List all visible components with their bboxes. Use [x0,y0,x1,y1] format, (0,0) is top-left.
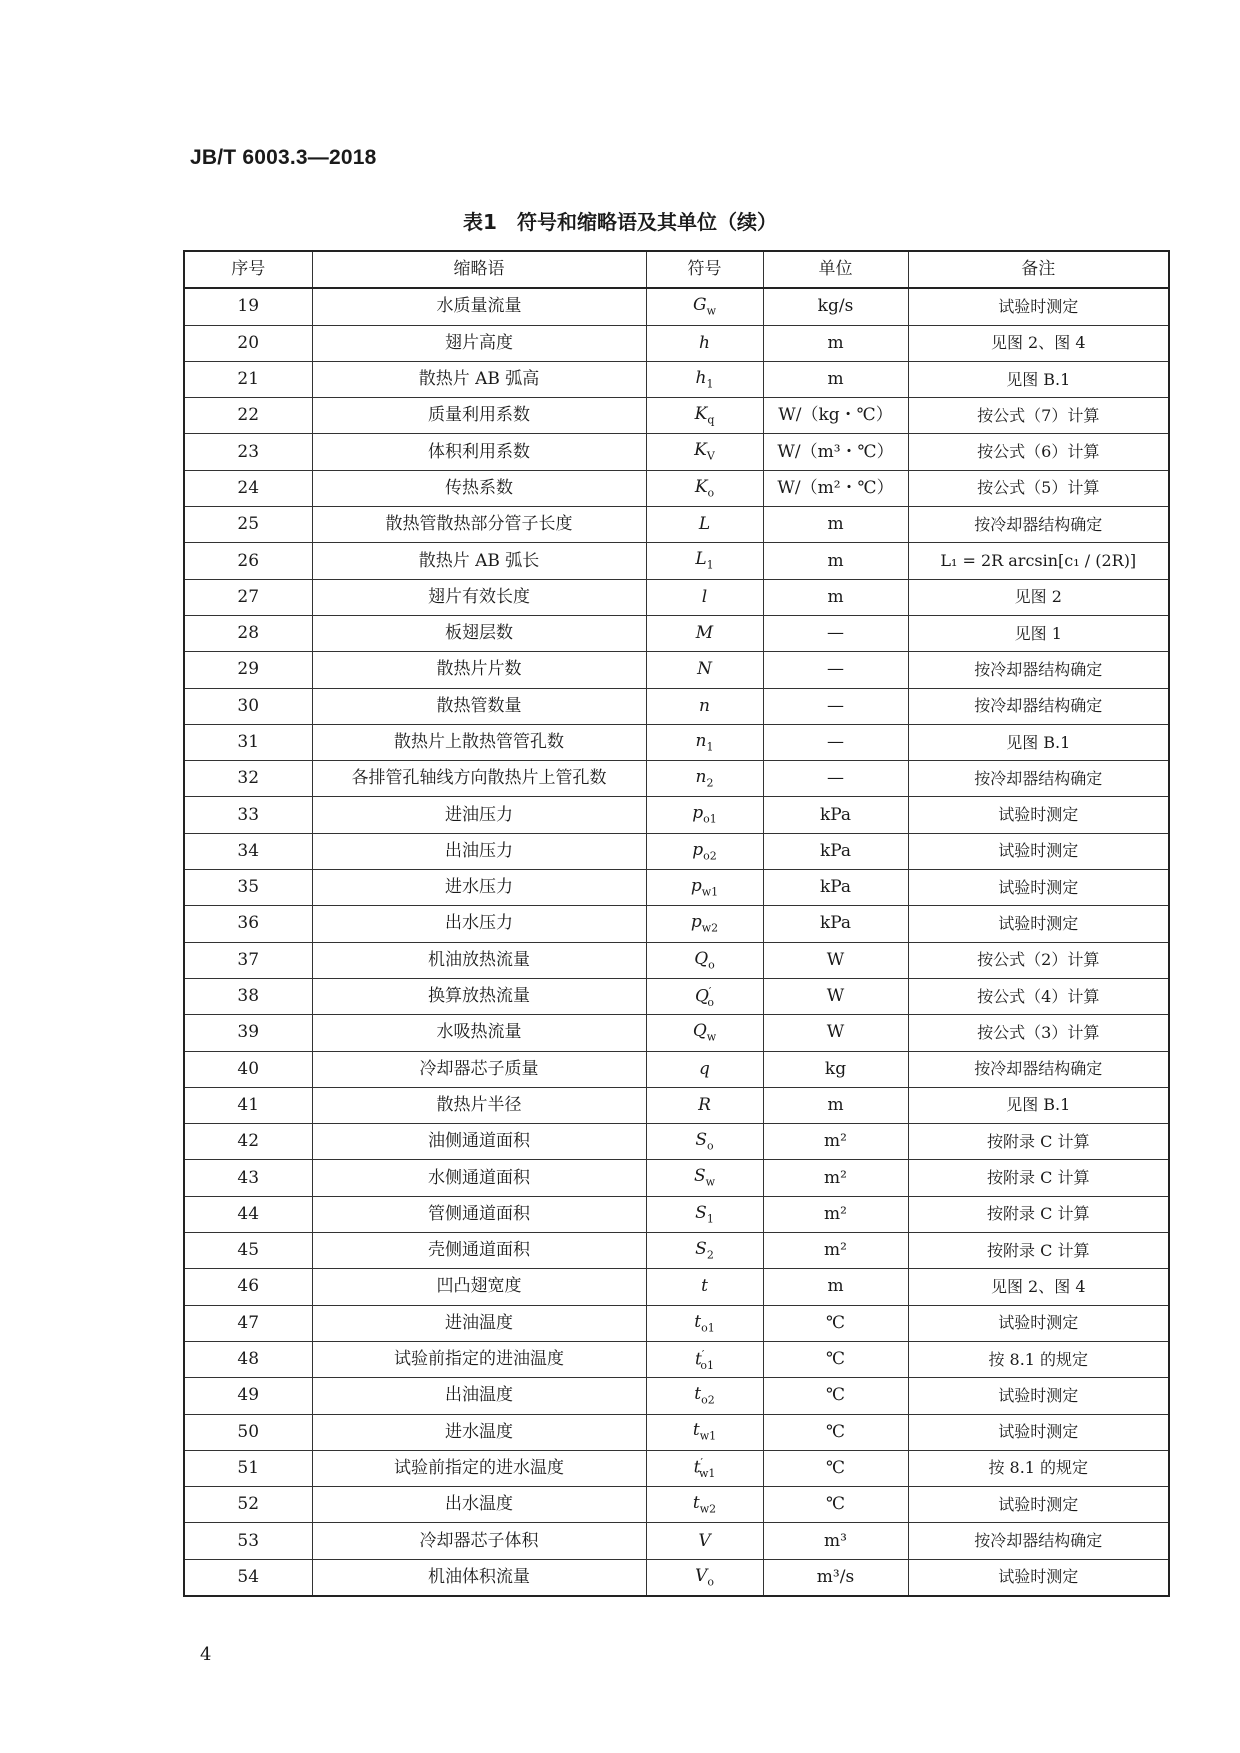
symbol-cell [646,1341,763,1377]
abbreviation-cell: 出油温度 [312,1378,646,1414]
row-number-cell: 38 [184,978,312,1014]
unit-cell: m [763,1269,908,1305]
abbreviation-cell: 出油压力 [312,833,646,869]
page-number: 4 [200,1644,212,1665]
symbol-cell [646,615,763,651]
symbol-subscript: o [708,957,715,971]
unit-cell: W [763,978,908,1014]
unit-cell: ℃ [763,1305,908,1341]
table-row [184,1015,1169,1051]
row-number-cell: 40 [184,1051,312,1087]
remark-cell: 按公式（7）计算 [908,398,1169,434]
abbreviation-cell: 翅片高度 [312,325,646,361]
symbol-base: t [694,1311,702,1332]
symbol-cell [646,688,763,724]
symbol-base: p [692,839,704,860]
table-row [184,361,1169,397]
symbol-base: R [698,1094,711,1115]
table-header-row [184,251,1169,288]
symbol-cell [646,398,763,434]
symbol-subscript: w [705,1175,716,1189]
abbreviation-cell: 水质量流量 [312,288,646,325]
symbol-cell [646,361,763,397]
table-row [184,1269,1169,1305]
symbol-subscript: o1 [703,812,717,826]
row-number-cell: 36 [184,906,312,942]
remark-cell: L₁ = 2R arcsin[c₁ / (2R)] [908,543,1169,579]
symbol-base: N [697,659,712,680]
unit-cell: m [763,361,908,397]
symbol-cell [646,1087,763,1123]
row-number-cell: 31 [184,724,312,760]
unit-cell: kPa [763,870,908,906]
table-row [184,724,1169,760]
table-row [184,688,1169,724]
unit-cell: kg [763,1051,908,1087]
remark-cell: 按公式（2）计算 [908,942,1169,978]
unit-cell: ℃ [763,1378,908,1414]
symbol-subscript: 2 [706,776,714,790]
row-number-cell: 46 [184,1269,312,1305]
symbol-subscript: o [707,486,715,500]
symbol-base: t [701,1276,708,1297]
symbol-base: Q [694,986,709,1007]
table-row [184,1523,1169,1559]
table-body [184,288,1169,1596]
row-number-cell: 28 [184,615,312,651]
table-row [184,1487,1169,1523]
unit-cell: — [763,688,908,724]
table-row [184,942,1169,978]
row-number-cell: 47 [184,1305,312,1341]
symbol-cell [646,1269,763,1305]
symbol-cell [646,1414,763,1450]
symbol-base: t [695,1349,702,1370]
remark-cell: 试验时测定 [908,1305,1169,1341]
symbol-cell [646,1305,763,1341]
abbreviation-cell: 传热系数 [312,470,646,506]
symbol-cell [646,652,763,688]
symbol-base: S [695,1130,708,1151]
abbreviation-cell: 凹凸翅宽度 [312,1269,646,1305]
symbol-subscript: q [707,413,715,427]
remark-cell: 见图 2、图 4 [908,325,1169,361]
symbol-subscript: 1 [706,1212,714,1226]
remark-cell: 按附录 C 计算 [908,1124,1169,1160]
table-row [184,1450,1169,1486]
row-number-cell: 27 [184,579,312,615]
abbreviation-cell: 试验前指定的进油温度 [312,1341,646,1377]
unit-cell: m² [763,1233,908,1269]
remark-cell: 按公式（6）计算 [908,434,1169,470]
symbol-base: t [692,1493,700,1514]
unit-cell: m [763,325,908,361]
remark-cell: 按附录 C 计算 [908,1233,1169,1269]
symbol-cell [646,1523,763,1559]
symbol-base: p [692,803,704,824]
row-number-cell: 51 [184,1450,312,1486]
symbol-subscript: w1 [698,1467,716,1481]
remark-cell: 试验时测定 [908,906,1169,942]
symbol-base: n [695,767,707,788]
remark-cell: 按冷却器结构确定 [908,761,1169,797]
symbol-cell [646,288,763,325]
table-row [184,398,1169,434]
unit-cell: m [763,507,908,543]
unit-cell: W/（m³・℃） [763,434,908,470]
abbreviation-cell: 进油温度 [312,1305,646,1341]
unit-cell: ℃ [763,1414,908,1450]
row-number-cell: 37 [184,942,312,978]
row-number-cell: 23 [184,434,312,470]
unit-cell: ℃ [763,1487,908,1523]
row-number-cell: 53 [184,1523,312,1559]
row-number-cell: 35 [184,870,312,906]
abbreviation-cell: 冷却器芯子体积 [312,1523,646,1559]
abbreviation-cell: 出水压力 [312,906,646,942]
symbol-cell [646,1051,763,1087]
symbol-subscript: o1 [700,1358,714,1372]
column-header-remark: 备注 [908,251,1169,288]
symbol-base: Q [692,1021,707,1042]
symbol-base: K [694,404,708,425]
symbol-cell [646,942,763,978]
unit-cell: ℃ [763,1341,908,1377]
symbol-cell [646,1233,763,1269]
symbol-subscript: w [706,304,716,318]
symbol-prime: ′ [701,1347,705,1361]
abbreviation-cell: 板翅层数 [312,615,646,651]
remark-cell: 见图 B.1 [908,361,1169,397]
symbol-subscript: 1 [706,377,714,391]
remark-cell: 试验时测定 [908,833,1169,869]
remark-cell: 试验时测定 [908,1378,1169,1414]
abbreviation-cell: 散热片 AB 弧长 [312,543,646,579]
abbreviation-cell: 体积利用系数 [312,434,646,470]
symbol-base: t [692,1420,700,1441]
table-row [184,1414,1169,1450]
symbol-cell [646,797,763,833]
symbol-subscript: o2 [703,849,717,863]
symbol-base: n [699,695,710,716]
abbreviation-cell: 散热片片数 [312,652,646,688]
table-row [184,615,1169,651]
row-number-cell: 30 [184,688,312,724]
symbol-cell [646,978,763,1014]
abbreviation-cell: 散热片上散热管管孔数 [312,724,646,760]
symbol-subscript: w1 [699,1429,717,1443]
unit-cell: m² [763,1196,908,1232]
symbol-base: q [699,1058,710,1079]
abbreviation-cell: 管侧通道面积 [312,1196,646,1232]
remark-cell: 见图 2、图 4 [908,1269,1169,1305]
remark-cell: 见图 1 [908,615,1169,651]
unit-cell: — [763,761,908,797]
column-header-symbol: 符号 [646,251,763,288]
table-row [184,1378,1169,1414]
row-number-cell: 41 [184,1087,312,1123]
row-number-cell: 50 [184,1414,312,1450]
symbol-subscript: 1 [706,558,714,572]
column-header-unit: 单位 [763,251,908,288]
symbol-base: K [694,476,708,497]
unit-cell: m [763,579,908,615]
row-number-cell: 33 [184,797,312,833]
symbol-base: S [693,1166,706,1187]
remark-cell: 按 8.1 的规定 [908,1341,1169,1377]
column-header-no: 序号 [184,251,312,288]
unit-cell: m³/s [763,1559,908,1596]
symbol-base: h [699,332,710,353]
table-row [184,1341,1169,1377]
abbreviation-cell: 水吸热流量 [312,1015,646,1051]
abbreviation-cell: 各排管孔轴线方向散热片上管孔数 [312,761,646,797]
remark-cell: 按冷却器结构确定 [908,507,1169,543]
row-number-cell: 54 [184,1559,312,1596]
table-row [184,579,1169,615]
row-number-cell: 19 [184,288,312,325]
table-row [184,543,1169,579]
unit-cell: m [763,1087,908,1123]
unit-cell: — [763,652,908,688]
table-row [184,1559,1169,1596]
table-row [184,288,1169,325]
table-row [184,870,1169,906]
column-header-abbreviation: 缩略语 [312,251,646,288]
abbreviation-cell: 冷却器芯子质量 [312,1051,646,1087]
symbol-subscript: w [706,1030,717,1044]
abbreviation-cell: 翅片有效长度 [312,579,646,615]
symbol-base: G [692,295,707,316]
unit-cell: kPa [763,833,908,869]
remark-cell: 按附录 C 计算 [908,1160,1169,1196]
symbol-subscript: w2 [701,921,719,935]
symbol-subscript: o [707,1575,714,1589]
table-row [184,1124,1169,1160]
remark-cell: 按冷却器结构确定 [908,652,1169,688]
row-number-cell: 43 [184,1160,312,1196]
abbreviation-cell: 出水温度 [312,1487,646,1523]
remark-cell: 按冷却器结构确定 [908,688,1169,724]
unit-cell: m³ [763,1523,908,1559]
unit-cell: kPa [763,906,908,942]
symbol-cell [646,470,763,506]
row-number-cell: 26 [184,543,312,579]
table-row [184,833,1169,869]
symbol-base: t [694,1384,702,1405]
symbol-base: L [698,514,711,535]
table-row [184,470,1169,506]
row-number-cell: 52 [184,1487,312,1523]
row-number-cell: 24 [184,470,312,506]
symbol-subscript: 2 [706,1248,714,1262]
row-number-cell: 44 [184,1196,312,1232]
table-row [184,1233,1169,1269]
symbol-cell [646,434,763,470]
unit-cell: m [763,543,908,579]
symbol-cell [646,1160,763,1196]
symbol-base: p [690,912,702,933]
abbreviation-cell: 壳侧通道面积 [312,1233,646,1269]
symbol-base: p [690,876,702,896]
unit-cell: — [763,724,908,760]
table-row [184,1051,1169,1087]
remark-cell: 按公式（4）计算 [908,978,1169,1014]
symbol-cell [646,507,763,543]
row-number-cell: 32 [184,761,312,797]
unit-cell: — [763,615,908,651]
symbol-base: t [693,1458,701,1479]
remark-cell: 按附录 C 计算 [908,1196,1169,1232]
table-row [184,1160,1169,1196]
symbol-base: V [698,1530,711,1551]
unit-cell: kg/s [763,288,908,325]
symbol-base: h [695,367,707,388]
abbreviation-cell: 散热片半径 [312,1087,646,1123]
symbol-prime: ′ [708,984,712,998]
unit-cell: W/（m²・℃） [763,470,908,506]
symbol-subscript: w2 [699,1502,717,1516]
table-row [184,906,1169,942]
table-row [184,652,1169,688]
symbol-subscript: w1 [701,885,719,899]
abbreviation-cell: 换算放热流量 [312,978,646,1014]
unit-cell: m² [763,1160,908,1196]
abbreviation-cell: 散热管数量 [312,688,646,724]
symbol-prime: ′ [700,1456,703,1470]
table-row [184,1196,1169,1232]
row-number-cell: 22 [184,398,312,434]
remark-cell: 按公式（3）计算 [908,1015,1169,1051]
abbreviation-cell: 进水温度 [312,1414,646,1450]
abbreviation-cell: 试验前指定的进水温度 [312,1450,646,1486]
remark-cell: 试验时测定 [908,1414,1169,1450]
symbol-subscript: o [707,995,715,1009]
row-number-cell: 45 [184,1233,312,1269]
symbol-cell [646,325,763,361]
table-row [184,1087,1169,1123]
unit-cell: W [763,1015,908,1051]
table-row [184,1305,1169,1341]
abbreviation-cell: 油侧通道面积 [312,1124,646,1160]
abbreviation-cell: 机油放热流量 [312,942,646,978]
remark-cell: 见图 B.1 [908,724,1169,760]
symbol-base: S [695,1238,707,1259]
table-row [184,978,1169,1014]
table-row [184,325,1169,361]
abbreviation-cell: 散热管散热部分管子长度 [312,507,646,543]
symbol-cell [646,870,763,906]
remark-cell: 按公式（5）计算 [908,470,1169,506]
unit-cell: ℃ [763,1450,908,1486]
symbol-base: K [694,440,707,461]
row-number-cell: 39 [184,1015,312,1051]
symbol-cell [646,1559,763,1596]
remark-cell: 试验时测定 [908,870,1169,906]
table-row [184,507,1169,543]
table-row [184,434,1169,470]
symbol-cell [646,1450,763,1486]
standard-code: JB/T 6003.3—2018 [190,146,377,169]
row-number-cell: 29 [184,652,312,688]
symbol-subscript: o2 [701,1393,715,1407]
table-row [184,797,1169,833]
symbol-cell [646,1378,763,1414]
symbol-base: l [701,586,708,607]
symbol-cell [646,1015,763,1051]
abbreviation-cell: 进水压力 [312,870,646,906]
table-row [184,761,1169,797]
symbol-cell [646,761,763,797]
symbol-cell [646,833,763,869]
remark-cell: 见图 B.1 [908,1087,1169,1123]
symbol-base: M [695,623,714,644]
remark-cell: 试验时测定 [908,797,1169,833]
unit-cell: W/（kg・℃） [763,398,908,434]
remark-cell: 按冷却器结构确定 [908,1051,1169,1087]
unit-cell: m² [763,1124,908,1160]
symbol-cell [646,1124,763,1160]
row-number-cell: 49 [184,1378,312,1414]
symbol-subscript: V [706,449,715,463]
symbol-base: n [695,730,707,751]
symbol-subscript: o [707,1139,714,1153]
symbol-cell [646,724,763,760]
abbreviation-cell: 水侧通道面积 [312,1160,646,1196]
symbol-base: L [695,549,707,570]
row-number-cell: 25 [184,507,312,543]
remark-cell: 试验时测定 [908,288,1169,325]
abbreviation-cell: 进油压力 [312,797,646,833]
symbol-base: S [695,1202,707,1223]
row-number-cell: 20 [184,325,312,361]
symbol-cell [646,1196,763,1232]
row-number-cell: 48 [184,1341,312,1377]
row-number-cell: 21 [184,361,312,397]
remark-cell: 按冷却器结构确定 [908,1523,1169,1559]
symbol-cell [646,579,763,615]
row-number-cell: 42 [184,1124,312,1160]
abbreviation-cell: 质量利用系数 [312,398,646,434]
symbol-subscript: 1 [706,740,714,754]
unit-cell: kPa [763,797,908,833]
abbreviation-cell: 机油体积流量 [312,1559,646,1596]
symbol-cell [646,1487,763,1523]
symbols-table [183,250,1170,1597]
unit-cell: W [763,942,908,978]
remark-cell: 按 8.1 的规定 [908,1450,1169,1486]
symbol-cell [646,906,763,942]
table-title: 表1 符号和缩略语及其单位（续） [463,210,777,234]
remark-cell: 试验时测定 [908,1559,1169,1596]
remark-cell: 见图 2 [908,579,1169,615]
row-number-cell: 34 [184,833,312,869]
remark-cell: 试验时测定 [908,1487,1169,1523]
abbreviation-cell: 散热片 AB 弧高 [312,361,646,397]
symbol-base: Q [694,948,709,969]
symbol-cell [646,543,763,579]
symbol-base: V [695,1565,708,1586]
symbol-subscript: o1 [701,1320,715,1334]
